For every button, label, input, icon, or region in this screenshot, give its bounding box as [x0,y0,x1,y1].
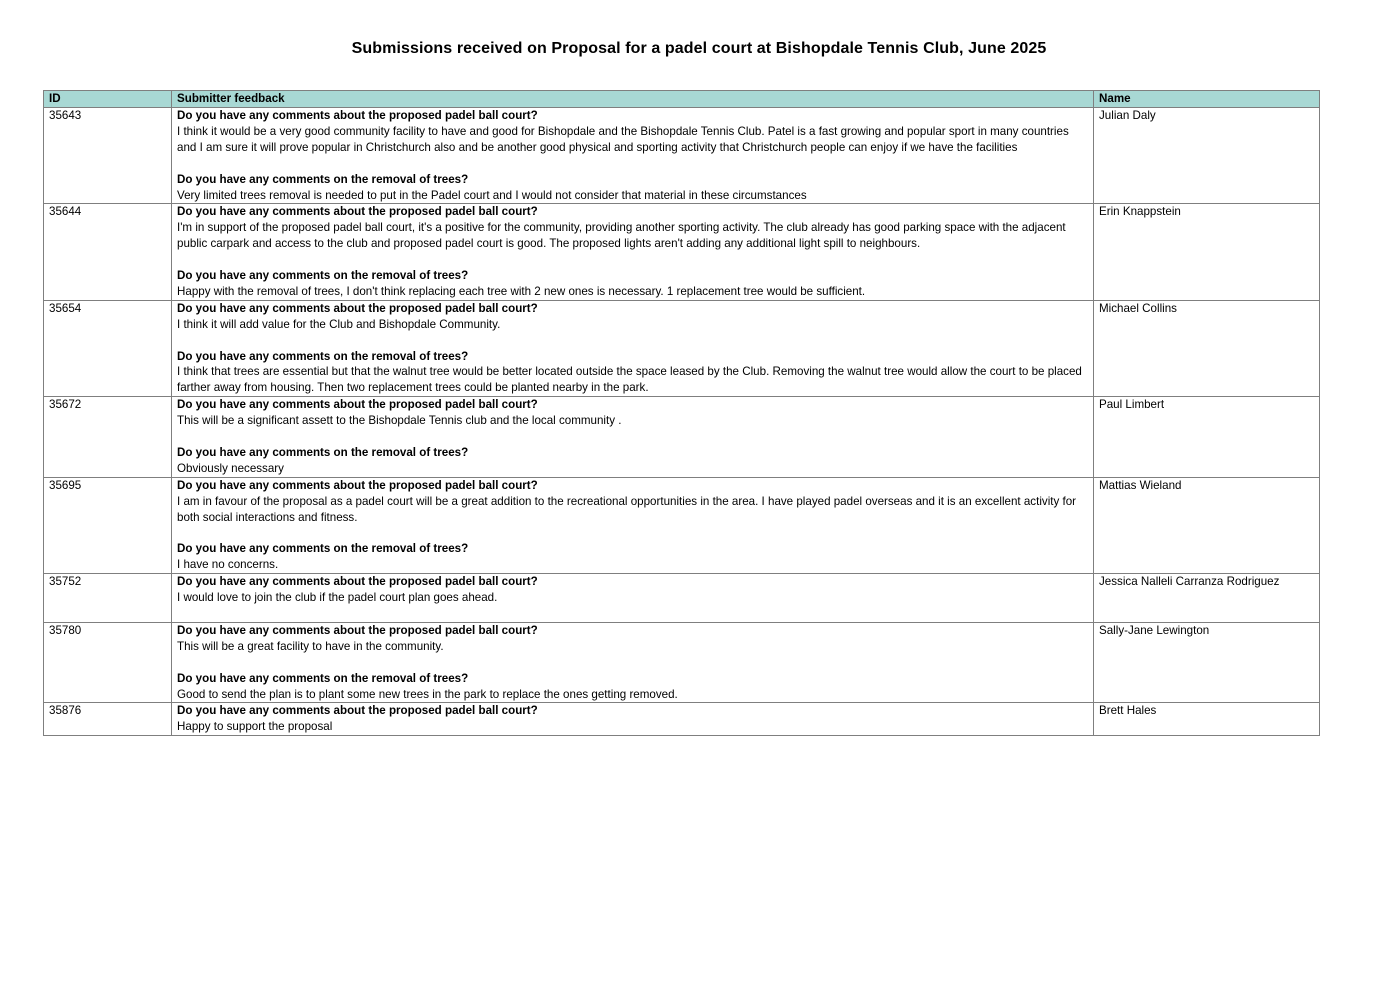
table-row [44,204,1320,300]
question-trees: Do you have any comments on the removal of trees? [177,349,469,363]
submission-id: 35644 [44,204,172,300]
answer-trees: Very limited trees removal is needed to put in the Padel court and I would not consider that material in these circumstances [177,188,807,202]
feedback-cell [172,204,1094,300]
answer-trees: I have no concerns. [177,558,279,572]
answer-court: I would love to join the club if the padel court plan goes ahead. [177,591,498,605]
feedback-cell [172,300,1094,396]
column-header-feedback: Submitter feedback [172,91,1094,108]
answer-court: I think it will add value for the Club and Bishopdale Community. [177,317,501,331]
column-header-id: ID [44,91,172,108]
question-court: Do you have any comments about the proposed padel ball court? [177,623,538,637]
question-trees: Do you have any comments on the removal of trees? [177,671,469,685]
page-title: Submissions received on Proposal for a padel court at Bishopdale Tennis Club, June 2025 [351,40,1047,57]
submissions-table [43,90,1320,736]
question-trees: Do you have any comments on the removal of trees? [177,172,469,186]
table-row [44,574,1320,623]
submitter-name: Brett Hales [1094,703,1320,736]
table-row [44,108,1320,204]
answer-trees: Obviously necessary [177,461,284,475]
submission-id: 35695 [44,477,172,573]
answer-trees: Happy with the removal of trees, I don't think replacing each tree with 2 new ones is necessary. 1 replacement tree would be sufficient. [177,284,866,298]
submission-id: 35780 [44,622,172,703]
submission-id: 35876 [44,703,172,736]
question-court: Do you have any comments about the proposed padel ball court? [177,109,538,122]
answer-court: I'm in support of the proposed padel ball court, it's a positive for the community, providing another sporting activity. The club already has good parking space with the adjacent public carpark and access to the club and proposed padel court is good. The proposed lights aren't adding any additional light spill to neighbours. [177,221,1066,251]
submitter-name: Mattias Wieland [1094,477,1320,573]
answer-trees: Good to send the plan is to plant some new trees in the park to replace the ones getting removed. [177,687,678,701]
question-court: Do you have any comments about the proposed padel ball court? [177,575,538,589]
answer-court: I am in favour of the proposal as a padel court will be a great addition to the recreational opportunities in the area. I have played padel overseas and it is an excellent activity for both social interactions and fitness. [177,494,1077,524]
table-row [44,622,1320,703]
answer-trees: I think that trees are essential but that the walnut tree would be better located outside the space leased by the Club. Removing the walnut tree would allow the court to be placed farther away from housing. Then two replacement trees could be planted nearby in the park. [177,365,1082,395]
table-row [44,300,1320,396]
table-header-row [44,91,1320,108]
question-trees: Do you have any comments on the removal of trees? [177,542,469,556]
feedback-cell [172,397,1094,478]
feedback-cell [172,622,1094,703]
answer-court: Happy to support the proposal [177,720,333,734]
table-row [44,477,1320,573]
table-row [44,397,1320,478]
submission-id: 35654 [44,300,172,396]
question-court: Do you have any comments about the proposed padel ball court? [177,398,538,412]
question-court: Do you have any comments about the proposed padel ball court? [177,205,538,219]
question-trees: Do you have any comments on the removal of trees? [177,445,469,459]
question-trees: Do you have any comments on the removal of trees? [177,269,469,283]
question-court: Do you have any comments about the proposed padel ball court? [177,478,538,492]
answer-court: I think it would be a very good community facility to have and good for Bishopdale and the Bishopdale Tennis Club. Patel is a fast growing and popular sport in many countries and I am sure it will prove popular in Christchurch also and be another good physical and sporting activity that Christchurch people can enjoy if we have the facilities [177,124,1069,154]
feedback-cell [172,703,1094,736]
answer-court: This will be a significant assett to the Bishopdale Tennis club and the local community . [177,414,622,428]
submitter-name: Jessica Nalleli Carranza Rodriguez [1094,574,1320,623]
submission-id: 35672 [44,397,172,478]
answer-court: This will be a great facility to have in the community. [177,639,444,653]
question-court: Do you have any comments about the proposed padel ball court? [177,301,538,315]
submitter-name: Michael Collins [1094,300,1320,396]
feedback-cell [172,477,1094,573]
submitter-name: Sally-Jane Lewington [1094,622,1320,703]
submission-id: 35752 [44,574,172,623]
submission-id: 35643 [44,108,172,204]
question-court: Do you have any comments about the proposed padel ball court? [177,704,538,718]
submitter-name: Julian Daly [1094,108,1320,204]
column-header-name: Name [1094,91,1320,108]
table-row [44,703,1320,736]
feedback-cell [172,108,1094,204]
submitter-name: Erin Knappstein [1094,204,1320,300]
submitter-name: Paul Limbert [1094,397,1320,478]
feedback-cell [172,574,1094,623]
